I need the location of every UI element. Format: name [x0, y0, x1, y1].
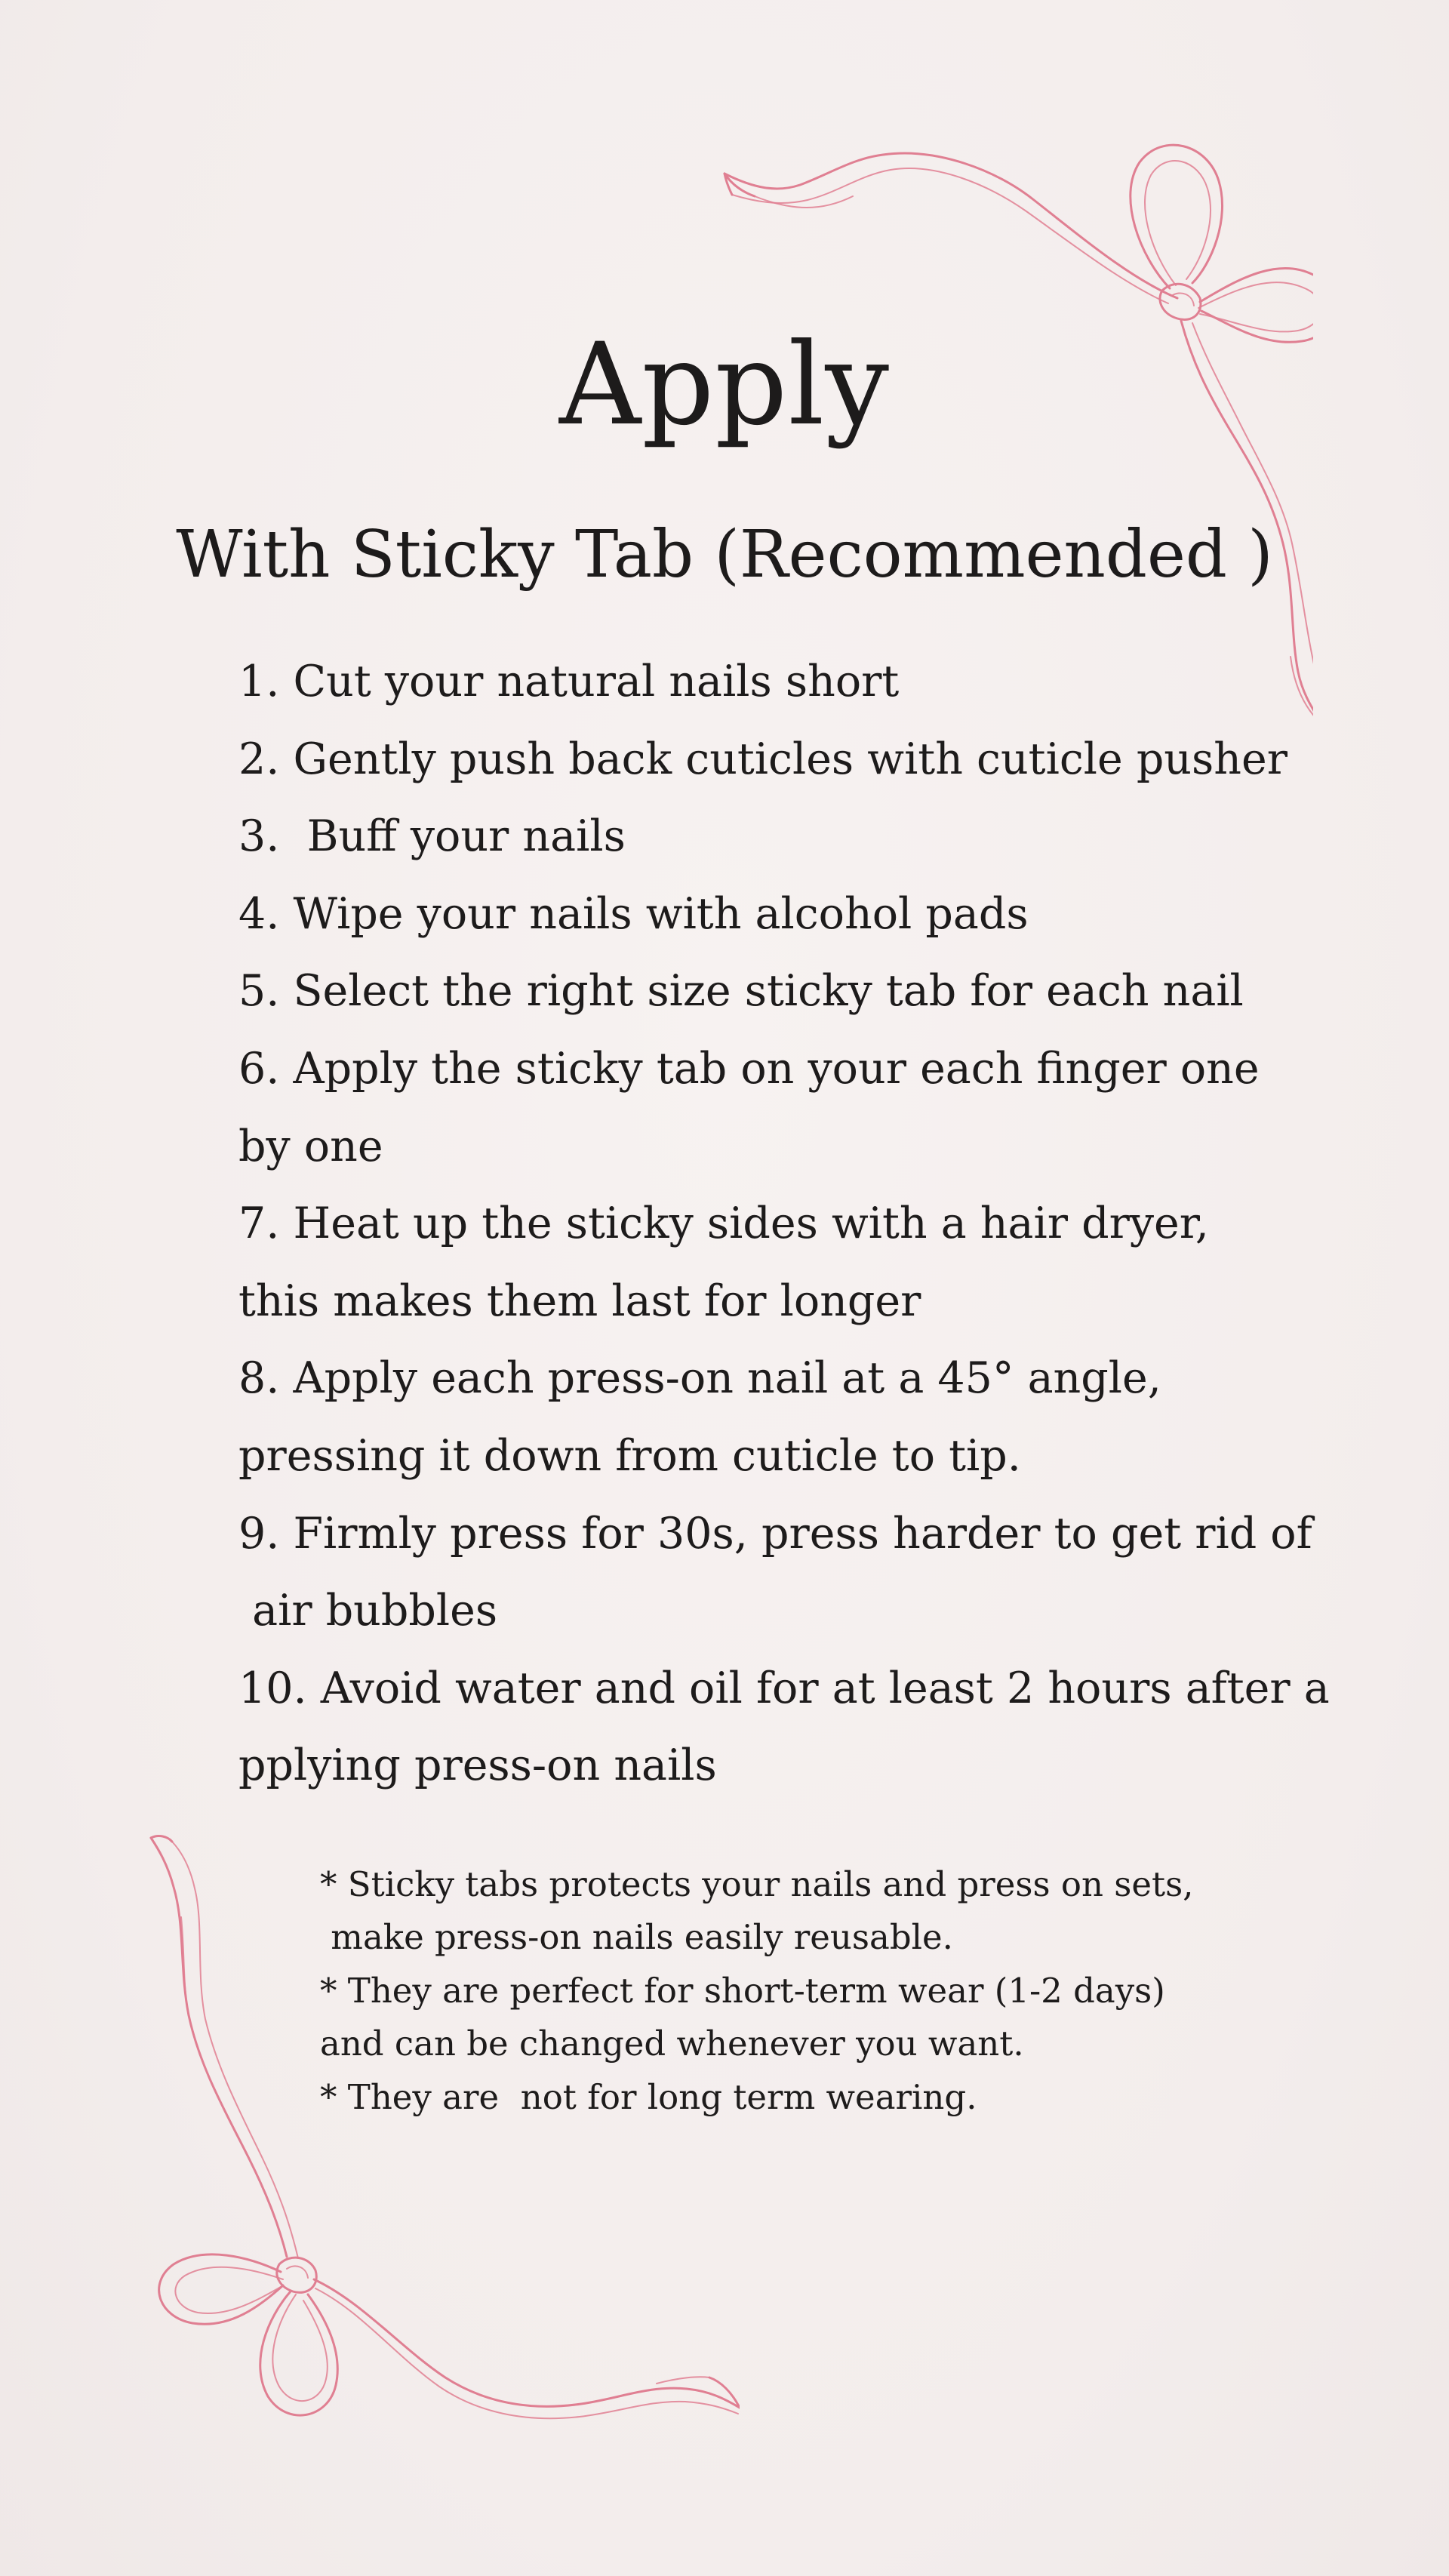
- step-line: 1. Cut your natural nails short: [238, 657, 900, 706]
- step-line: 9. Firmly press for 30s, press harder to get rid of: [238, 1508, 1312, 1559]
- step-line: pressing it down from cuticle to tip.: [238, 1430, 1021, 1481]
- section-subtitle: With Sticky Tab (Recommended ): [176, 517, 1273, 592]
- step-line: 3. Buff your nails: [238, 811, 626, 862]
- step-line: air bubbles: [238, 1586, 498, 1636]
- note-line: and can be changed whenever you want.: [320, 2024, 1024, 2064]
- step-line: 2. Gently push back cuticles with cuticle pusher: [238, 734, 1287, 784]
- step-line: 6. Apply the sticky tab on your each finger one: [238, 1043, 1260, 1094]
- note-line: * They are perfect for short-term wear (1-2 days): [320, 1970, 1165, 2011]
- note-line: * Sticky tabs protects your nails and press on sets,: [320, 1864, 1194, 1904]
- step-line: 8. Apply each press-on nail at a 45° angle,: [238, 1353, 1161, 1404]
- step-line: this makes them last for longer: [238, 1276, 921, 1326]
- step-line: by one: [238, 1121, 383, 1171]
- step-line: 5. Select the right size sticky tab for each nail: [238, 966, 1244, 1017]
- step-line: 10. Avoid water and oil for at least 2 hours after a: [238, 1663, 1330, 1713]
- notes-list: [320, 1858, 1195, 2124]
- step-line: pplying press-on nails: [238, 1740, 717, 1791]
- step-line: 7. Heat up the sticky sides with a hair dryer,: [238, 1199, 1209, 1249]
- page-title: Apply: [558, 319, 891, 451]
- note-line: make press-on nails easily reusable.: [320, 1917, 953, 1958]
- note-line: * They are not for long term wearing.: [320, 2076, 977, 2117]
- step-line: 4. Wipe your nails with alcohol pads: [238, 888, 1029, 939]
- steps-list: [238, 643, 1330, 1805]
